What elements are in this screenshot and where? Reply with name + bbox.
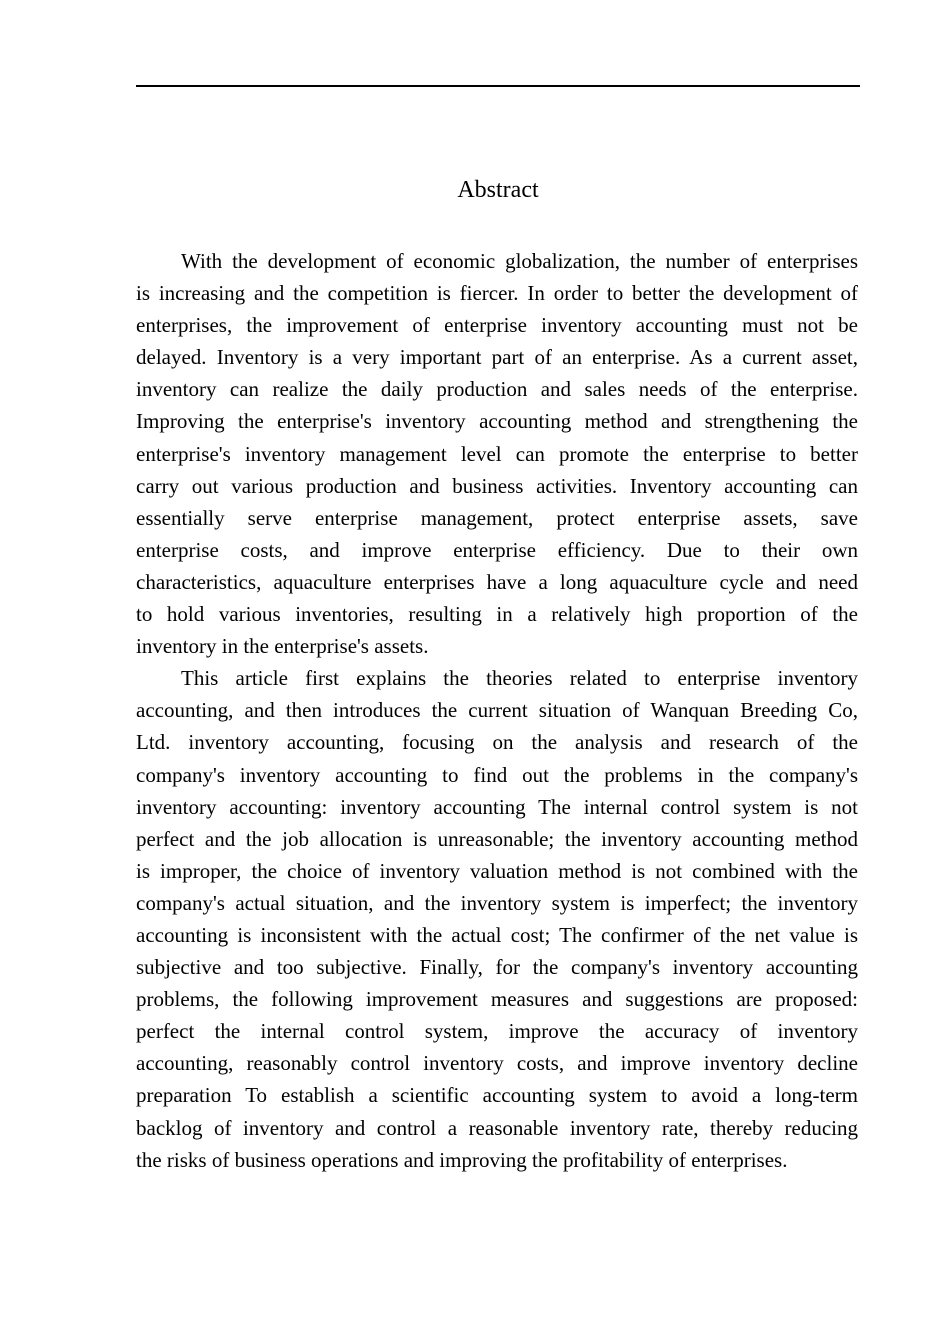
header-rule [136,85,860,87]
text-line: This article first explains the theories related to enterprise inventory [181,666,858,691]
text-line: inventory in the enterprise's assets. [136,634,429,659]
text-line: enterprise's inventory management level can promote the enterprise to better [136,441,858,466]
text-line: is increasing and the competition is fiercer. In order to better the development of [136,281,858,306]
text-line: enterprises, the improvement of enterprise inventory accounting must not be [136,313,858,338]
page-title: Abstract [457,177,539,203]
text-line: inventory can realize the daily production and sales needs of the enterprise. [136,377,858,402]
text-line: accounting, and then introduces the current situation of Wanquan Breeding Co, [136,698,858,723]
text-line: essentially serve enterprise management, protect enterprise assets, save [136,505,858,530]
text-line: delayed. Inventory is a very important part of an enterprise. As a current asset, [136,345,858,370]
text-line: accounting is inconsistent with the actual cost; The confirmer of the net value is [136,922,858,947]
text-line: enterprise costs, and improve enterprise efficiency. Due to their own [136,537,858,562]
text-line: the risks of business operations and improving the profitability of enterprises. [136,1147,788,1172]
text-line: characteristics, aquaculture enterprises have a long aquaculture cycle and need [136,569,858,594]
abstract-body [136,245,858,1176]
text-line: company's inventory accounting to find out the problems in the company's [136,762,858,787]
text-line: subjective and too subjective. Finally, for the company's inventory accounting [136,955,858,980]
paragraph-2 [136,662,858,1176]
text-line: Ltd. inventory accounting, focusing on the analysis and research of the [136,730,858,755]
text-line: company's actual situation, and the inventory system is imperfect; the inventory [136,890,858,915]
text-line: inventory accounting: inventory accounting The internal control system is not [136,794,858,819]
text-line: preparation To establish a scientific accounting system to avoid a long-term [136,1083,858,1108]
text-line: carry out various production and business activities. Inventory accounting can [136,473,858,498]
text-line: problems, the following improvement measures and suggestions are proposed: [136,987,858,1012]
text-line: to hold various inventories, resulting in a relatively high proportion of the [136,602,858,627]
text-line: accounting, reasonably control inventory costs, and improve inventory decline [136,1051,858,1076]
text-line: backlog of inventory and control a reasonable inventory rate, thereby reducing [136,1115,858,1140]
text-line: perfect and the job allocation is unreasonable; the inventory accounting method [136,826,858,851]
paragraph-1 [136,245,858,662]
text-line: Improving the enterprise's inventory accounting method and strengthening the [136,409,858,434]
text-line: perfect the internal control system, improve the accuracy of inventory [136,1019,858,1044]
text-line: With the development of economic globalization, the number of enterprises [181,249,858,273]
text-line: is improper, the choice of inventory valuation method is not combined with the [136,858,858,883]
